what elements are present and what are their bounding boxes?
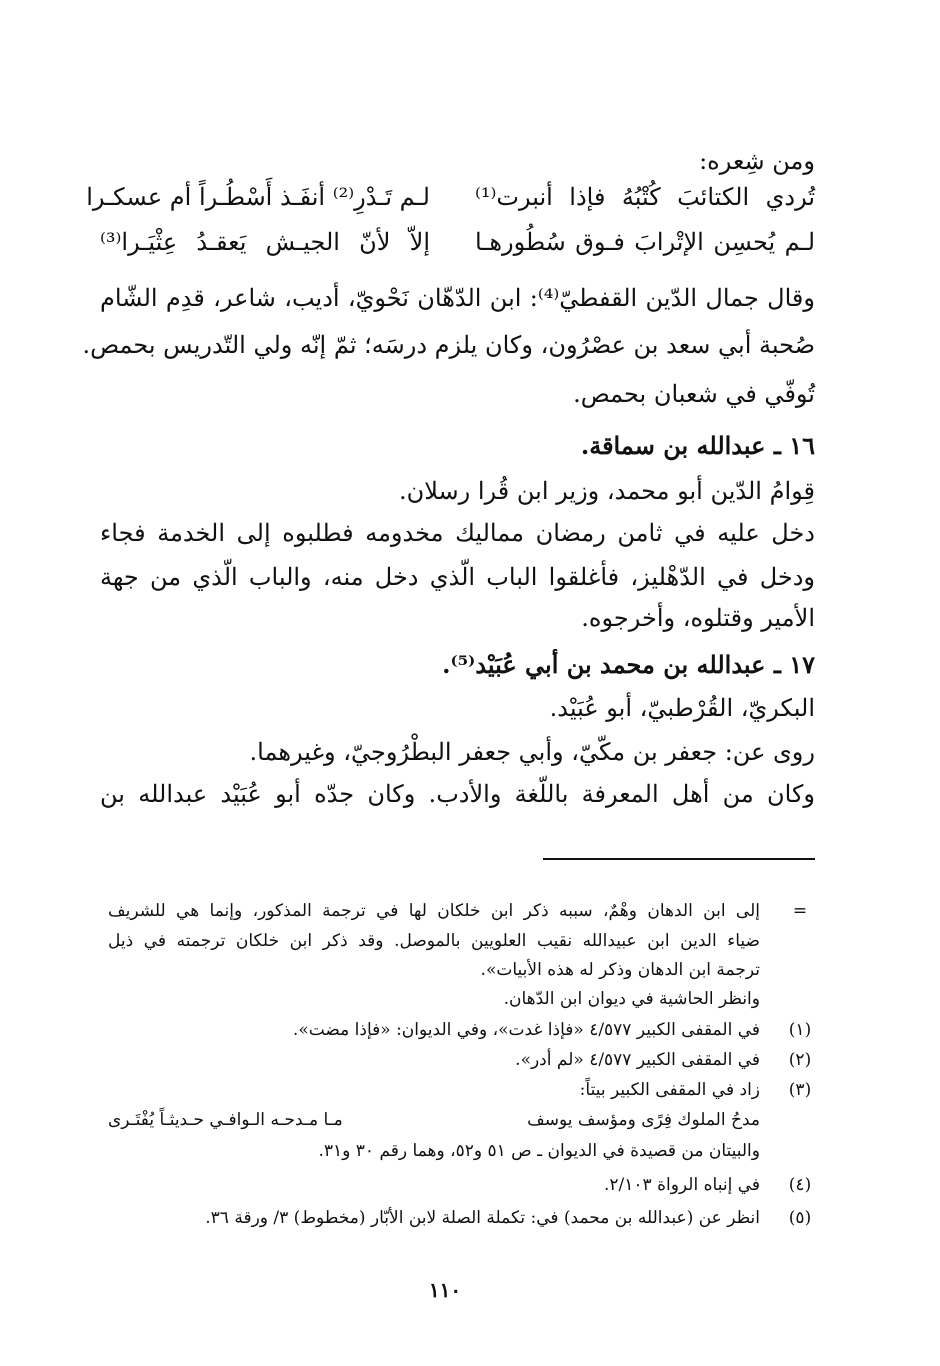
entry-heading: ١٧ ـ عبدالله بن محمد بن أبي عُبَيْد⁽⁵⁾. bbox=[442, 650, 815, 679]
verse-second-hemistich: لـم تَـدْرِ⁽²⁾ أنفَـذ أَسْطُـراً أم عسكـرا bbox=[86, 183, 430, 211]
footnote-number: (٢) bbox=[788, 1050, 812, 1070]
paragraph-line: الأمير وقتلوه، وأخرجوه. bbox=[581, 604, 815, 632]
paragraph-line: صُحبة أبي سعد بن عصْرُون، وكان يلزم درسَه؛ ثمّ إنّه ولي التّدريس بحمص. bbox=[82, 331, 815, 359]
footnote-separator bbox=[543, 858, 815, 860]
verse-first-hemistich: لـم يُحسِن الإتْرابَ فـوق سُطُورهـا bbox=[475, 228, 815, 256]
footnote-text: في إنباه الرواة ٢/١٠٣. bbox=[604, 1175, 760, 1195]
entry-nasab: البكريّ، القُرْطبيّ، أبو عُبَيْد. bbox=[549, 694, 815, 722]
footnote-text: في المقفى الكبير ٤/٥٧٧ «لم أدر». bbox=[515, 1050, 760, 1070]
death-note: تُوفّي في شعبان بحمص. bbox=[573, 380, 815, 408]
footnote-text: والبيتان من قصيدة في الديوان ـ ص ٥١ و٥٢، وهما رقم ٣٠ و٣١. bbox=[318, 1141, 760, 1161]
paragraph-line: ودخل في الدّهْليز، فأغلقوا الباب الّذي دخل منه، والباب الّذي من جهة bbox=[100, 563, 815, 591]
verse-first-hemistich: مدحُ الملوك فِرًى ومؤسف يوسف bbox=[527, 1110, 760, 1130]
verse-first-hemistich: تُردي الكتائبَ كُتْبُهُ فإذا أنبرت⁽¹⁾ bbox=[475, 183, 815, 211]
footnote-number: (٣) bbox=[788, 1080, 812, 1100]
paragraph-line: وقال جمال الدّين القفطيّ⁽⁴⁾: ابن الدّهّان نَحْويّ، أديب، شاعر، قدِم الشّام bbox=[100, 284, 815, 312]
verse-line bbox=[86, 180, 815, 214]
poem-intro: ومن شِعره: bbox=[699, 147, 815, 175]
paragraph-line: روى عن: جعفر بن مكّيّ، وأبي جعفر البطْرُوجيّ، وغيرهما. bbox=[249, 738, 815, 766]
verse-second-hemistich: إلاّ لأنّ الجيـش يَعقـدُ عِثْيَـرا⁽³⁾ bbox=[100, 228, 430, 256]
continuation-mark: = bbox=[792, 901, 808, 921]
footnote-number: (١) bbox=[788, 1020, 812, 1040]
footnote-text: زاد في المقفى الكبير بيتاً: bbox=[579, 1080, 760, 1100]
footnote-number: (٥) bbox=[788, 1208, 812, 1228]
footnote-text: ضياء الدين ابن عبيدالله نقيب العلويين بالموصل. وقد ذكر ابن خلكان ترجمته في ذيل bbox=[108, 931, 760, 951]
footnote-text: في المقفى الكبير ٤/٥٧٧ «فإذا غدت»، وفي الديوان: «فإذا مضت». bbox=[292, 1020, 760, 1040]
page-number: ١١٠ bbox=[428, 1278, 462, 1302]
paragraph-line: دخل عليه في ثامن رمضان مماليك مخدومه فطلبوه إلى الخدمة فجاء bbox=[100, 519, 815, 547]
footnote-text: انظر عن (عبدالله بن محمد) في: تكملة الصلة لابن الأبّار (مخطوط) ٣/ ورقة ٣٦. bbox=[205, 1208, 760, 1228]
verse-line bbox=[100, 225, 815, 259]
footnote-text: وانظر الحاشية في ديوان ابن الدّهان. bbox=[503, 989, 760, 1009]
entry-nasab: قِوامُ الدّين أبو محمد، وزير ابن قُرا رسلان. bbox=[398, 477, 815, 505]
entry-heading: ١٦ ـ عبدالله بن سماقة. bbox=[580, 431, 815, 460]
paragraph-line: وكان من أهل المعرفة باللّغة والأدب. وكان جدّه أبو عُبَيْد عبدالله بن bbox=[100, 780, 815, 808]
footnote-text: ترجمة ابن الدهان وذكر له هذه الأبيات». bbox=[480, 960, 760, 980]
footnote-text: إلى ابن الدهان وهْمٌ، سببه ذكر ابن خلكان لها في ترجمة المذكور، وإنما هي للشريف bbox=[108, 901, 760, 921]
verse-second-hemistich: مـا مـدحـه الـوافـي حـديثـاً يُفْتَـرى bbox=[108, 1110, 343, 1130]
footnote-number: (٤) bbox=[788, 1175, 812, 1195]
